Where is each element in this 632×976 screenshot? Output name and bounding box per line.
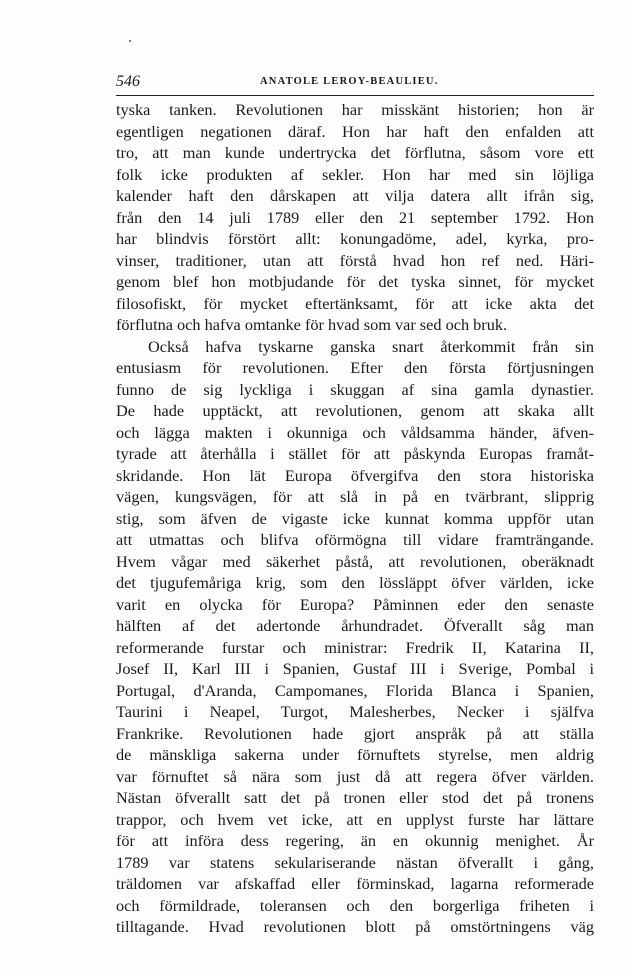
header-rule xyxy=(116,95,594,96)
text-line: tilltagande. Hvad revolutionen blott på omstörtningens väg xyxy=(116,917,594,936)
text-line: hälften af det adertonde århundradet. Öfverallt såg man xyxy=(116,616,594,635)
text-line: har blindvis förstört allt: konungadöme, adel, kyrka, pro- xyxy=(116,229,594,248)
text-line: trappor, och hvem vet icke, att en upplyst furste har lättare xyxy=(116,809,594,829)
text-line: varit en olycka för Europa? Påminnen eder den senaste xyxy=(116,594,594,614)
text-line: var förnuftet så nära som just då att regera öfver världen. xyxy=(116,766,594,786)
text-line: 1789 var statens sekulariserande nästan öfverallt i gång, xyxy=(116,852,594,872)
text-line: och förmildrade, toleransen och den borgerliga friheten i xyxy=(116,895,594,915)
text-line: filosofiskt, för mycket eftertänksamt, för att icke akta det xyxy=(116,293,594,313)
ink-speck xyxy=(129,40,131,42)
text-line: vinser, traditioner, utan att förstå hvad hon ref ned. Häri- xyxy=(116,250,594,270)
text-line: Portugal, d'Aranda, Campomanes, Florida Blanca i Spanien, xyxy=(116,680,594,700)
text-line: stig, som äfven de vigaste icke kunnat komma uppför utan xyxy=(116,508,594,528)
text-line: för att införa dess regering, än en okunnig menighet. År xyxy=(116,831,594,850)
running-head xyxy=(116,73,595,93)
text-line: kalender haft den dårskapen att vilja datera allt ifrån sig, xyxy=(116,186,594,205)
text-line: entusiasm för revolutionen. Efter den första förtjusningen xyxy=(116,358,594,377)
text-line: Också hafva tyskarne ganska snart återkommit från sin xyxy=(148,336,594,356)
body-text xyxy=(116,99,594,938)
text-line: tyrade att återhålla i stället för att påskynda Europas framåt- xyxy=(116,444,594,463)
page-number: 546 xyxy=(116,73,140,90)
text-line: det tjugufemåriga krig, som den lössläppt öfver världen, icke xyxy=(116,573,594,592)
text-line: vägen, kungsvägen, för att slå in på en tvärbrant, slipprig xyxy=(116,487,594,506)
text-line: egentligen negationen däraf. Hon har haft den enfalden att xyxy=(116,121,594,141)
text-line: de mänskliga sakerna under förnuftets styrelse, men aldrig xyxy=(116,745,594,764)
text-line: skridande. Hon lät Europa öfvergifva den stora historiska xyxy=(116,465,594,485)
text-line: De hade upptäckt, att revolutionen, genom att skaka allt xyxy=(116,401,594,420)
text-line: och lägga makten i okunniga och våldsamma händer, äfven- xyxy=(116,422,594,442)
text-line: Nästan öfverallt satt det på tronen eller stod det på tronens xyxy=(116,788,594,807)
text-line: träldomen var afskaffad eller förminskad, lagarna reformerade xyxy=(116,874,594,893)
text-line: genom blef hon motbjudande för det tyska sinnet, för mycket xyxy=(116,272,594,291)
text-line: Josef II, Karl III i Spanien, Gustaf III i Sverige, Pombal i xyxy=(116,659,594,678)
text-line: från den 14 juli 1789 eller den 21 september 1792. Hon xyxy=(116,207,594,227)
text-line: Hvem vågar med säkerhet påstå, att revolutionen, oberäknadt xyxy=(116,551,594,571)
text-line: tyska tanken. Revolutionen har misskänt historien; hon är xyxy=(116,100,594,119)
text-line: tro, att man kunde undertrycka det förflutna, såsom vore ett xyxy=(116,143,594,162)
text-line: Taurini i Neapel, Turgot, Malesherbes, Necker i själfva xyxy=(116,702,594,721)
running-title: ANATOLE LEROY-BEAULIEU. xyxy=(260,76,439,87)
text-line: Frankrike. Revolutionen hade gjort anspråk på att ställa xyxy=(116,723,594,743)
text-line: förflutna och hafva omtanke för hvad som var sed och bruk. xyxy=(116,315,508,334)
text-line: att utmattas och blifva oförmögna till vidare framträngande. xyxy=(116,530,594,549)
text-line: funno de sig lyckliga i skuggan af sina gamla dynastier. xyxy=(116,379,594,399)
text-line: reformerande furstar och ministrar: Fredrik II, Katarina II, xyxy=(116,637,594,657)
text-line: folk icke produkten af sekler. Hon har med sin löjliga xyxy=(116,164,594,184)
